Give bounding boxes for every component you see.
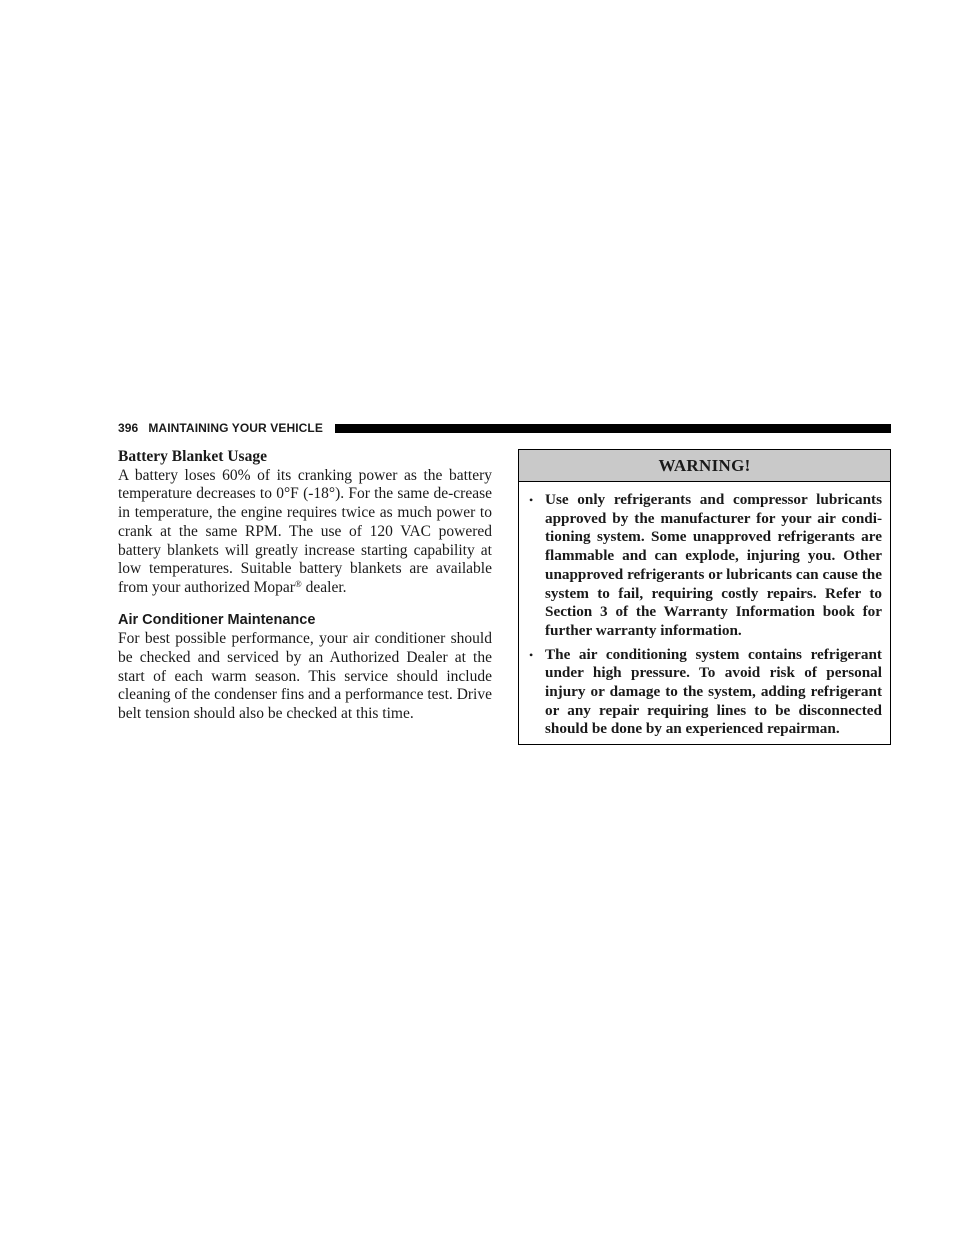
warning-title: WARNING! [519, 450, 890, 482]
bullet-icon: • [529, 493, 534, 507]
warning-list [519, 482, 890, 739]
battery-text: A battery loses 60% of its cranking power as the battery temperature decreases to 0°F (-18°). For the same de-crease in temperature, the engine requires twice as much power to crank at the same RPM. The use of 120 VAC powered battery blankets will greatly increase starting capability at low temperatures. Suitable battery blankets are available from your authorized Mopar [118, 466, 492, 596]
warning-item-refrigerants [529, 491, 882, 641]
battery-blanket-paragraph [118, 467, 492, 598]
battery-text-end: dealer. [301, 578, 347, 596]
left-column [118, 448, 492, 724]
warning-box [518, 449, 891, 745]
page-number: 396 [118, 421, 139, 435]
air-conditioner-heading: Air Conditioner Maintenance [118, 611, 316, 628]
warning-item-text: Use only refrigerants and compressor lubricants approved by the manufacturer for your air condi-tioning system. Some unapproved refrigerants are flammable and can explode, injuring you. Other unapproved refrigerants or lubricants can cause the system to fail, requiring costly repairs. Refer to Section 3 of the Warranty Information book for further warranty information. [545, 491, 882, 639]
header-rule [335, 424, 891, 433]
page-header [118, 420, 891, 436]
air-conditioner-paragraph: For best possible performance, your air conditioner should be checked and serviced by an Authorized Dealer at the start of each warm season. This service should include cleaning of the condenser fins and a performance test. Drive belt tension should also be checked at this time. [118, 630, 492, 723]
warning-item-text: The air conditioning system contains refrigerant under high pressure. To avoid risk of personal injury or damage to the system, adding refrigerant or any repair requiring lines to be disconnected should be done by an experienced repairman. [545, 645, 882, 738]
battery-blanket-heading: Battery Blanket Usage [118, 448, 267, 465]
warning-item-pressure [529, 645, 882, 740]
section-title: MAINTAINING YOUR VEHICLE [148, 421, 323, 435]
bullet-icon: • [529, 647, 534, 662]
registered-mark: ® [294, 578, 302, 589]
